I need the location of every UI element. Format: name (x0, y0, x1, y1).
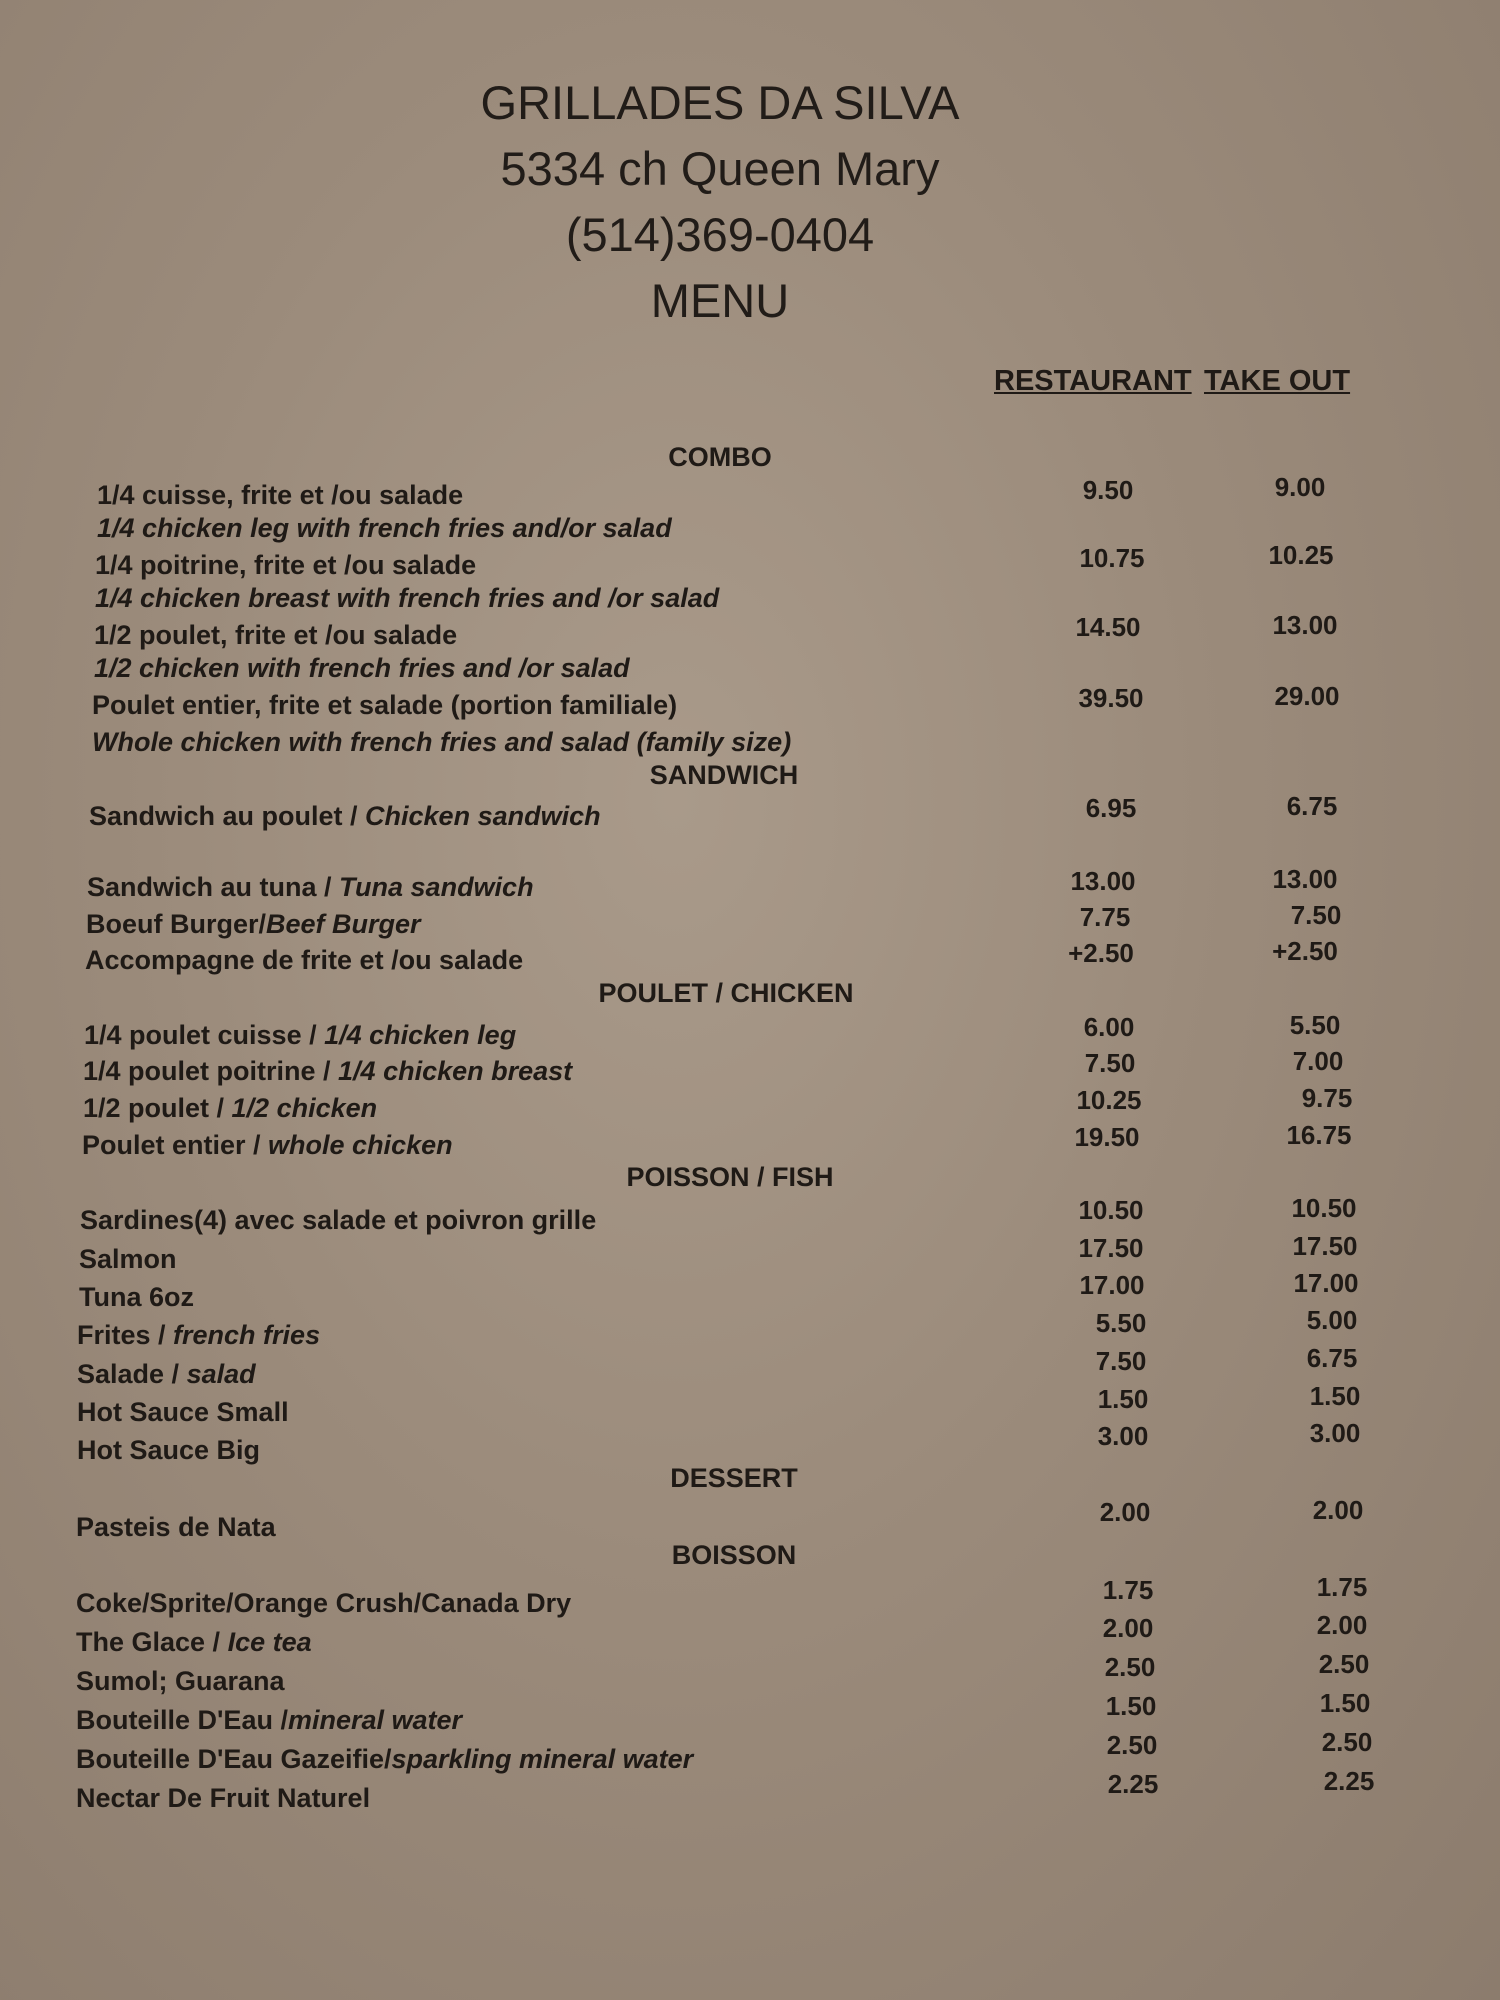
price-takeout: 17.50 (1292, 1231, 1358, 1261)
price-takeout: 10.25 (1268, 540, 1334, 570)
sandwich-item: Sandwich au tuna / Tuna sandwich (87, 872, 534, 902)
combo-item-en: 1/4 chicken breast with french fries and /or salad (95, 583, 720, 613)
price-restaurant: 17.50 (1078, 1233, 1144, 1263)
chicken-item: 1/4 poulet poitrine / 1/4 chicken breast (83, 1056, 573, 1086)
price-takeout: 2.50 (1318, 1649, 1370, 1679)
combo-item-fr: 1/4 poitrine, frite et /ou salade (95, 550, 477, 580)
price-takeout: 29.00 (1274, 681, 1340, 711)
boisson-item: Sumol; Guarana (76, 1666, 285, 1696)
section-title-chicken: POULET / CHICKEN (598, 978, 854, 1008)
price-restaurant: 6.00 (1083, 1012, 1135, 1042)
fish-item: Salade / salad (77, 1359, 256, 1389)
price-takeout: 3.00 (1309, 1418, 1361, 1448)
price-takeout: 2.50 (1321, 1727, 1373, 1757)
price-restaurant: 2.50 (1106, 1730, 1158, 1760)
price-takeout: 6.75 (1306, 1343, 1358, 1373)
price-restaurant: 3.00 (1097, 1421, 1149, 1451)
section-title-sandwich: SANDWICH (649, 760, 799, 790)
price-restaurant: 19.50 (1074, 1122, 1140, 1152)
menu-title: MENU (650, 274, 790, 327)
price-takeout: 9.00 (1274, 472, 1326, 502)
price-restaurant: 17.00 (1079, 1270, 1145, 1300)
price-takeout: 1.50 (1319, 1688, 1371, 1718)
price-takeout: 6.75 (1286, 791, 1338, 821)
price-restaurant: 10.50 (1078, 1195, 1144, 1225)
fish-item: Tuna 6oz (79, 1282, 195, 1312)
price-takeout: 16.75 (1286, 1120, 1352, 1150)
price-takeout: 2.00 (1312, 1495, 1364, 1525)
price-restaurant: 10.25 (1076, 1085, 1142, 1115)
price-restaurant: 1.75 (1102, 1575, 1154, 1605)
price-restaurant: 2.50 (1104, 1652, 1156, 1682)
price-takeout: 13.00 (1272, 610, 1338, 640)
chicken-item: Poulet entier / whole chicken (82, 1130, 453, 1160)
price-restaurant: 5.50 (1095, 1308, 1147, 1338)
price-restaurant: 7.50 (1084, 1048, 1136, 1078)
price-restaurant: 10.75 (1079, 543, 1145, 573)
boisson-item: Bouteille D'Eau /mineral water (76, 1705, 463, 1735)
price-restaurant: 6.95 (1085, 793, 1137, 823)
sandwich-item: Accompagne de frite et /ou salade (85, 945, 524, 975)
menu-header (0, 70, 1440, 334)
combo-item-fr: Poulet entier, frite et salade (portion familiale) (92, 690, 678, 720)
price-restaurant: 13.00 (1070, 866, 1136, 896)
fish-item: Frites / french fries (77, 1320, 321, 1350)
price-takeout: 7.00 (1292, 1046, 1344, 1076)
price-takeout: 5.00 (1306, 1305, 1358, 1335)
price-takeout: +2.50 (1272, 936, 1338, 966)
price-takeout: 1.75 (1316, 1572, 1368, 1602)
chicken-item: 1/4 poulet cuisse / 1/4 chicken leg (84, 1020, 517, 1050)
price-takeout: 7.50 (1290, 900, 1342, 930)
restaurant-phone: (514)369-0404 (565, 208, 875, 261)
combo-item-en: Whole chicken with french fries and salad (family size) (92, 727, 792, 757)
section-title-boisson: BOISSON (671, 1540, 797, 1570)
price-restaurant: 9.50 (1082, 475, 1134, 505)
section-title-dessert: DESSERT (670, 1463, 798, 1493)
price-restaurant: +2.50 (1068, 938, 1134, 968)
price-takeout: 5.50 (1289, 1010, 1341, 1040)
fish-item: Hot Sauce Big (77, 1435, 261, 1465)
fish-item: Hot Sauce Small (77, 1397, 289, 1427)
fish-item: Sardines(4) avec salade et poivron grille (80, 1205, 597, 1235)
restaurant-name: GRILLADES DA SILVA (480, 76, 960, 129)
boisson-item: Coke/Sprite/Orange Crush/Canada Dry (76, 1588, 572, 1618)
combo-item-fr: 1/4 cuisse, frite et /ou salade (97, 480, 464, 510)
column-header-restaurant: RESTAURANT (994, 365, 1192, 397)
price-restaurant: 39.50 (1078, 683, 1144, 713)
price-restaurant: 14.50 (1075, 612, 1141, 642)
boisson-item: Nectar De Fruit Naturel (76, 1783, 371, 1813)
price-takeout: 2.25 (1323, 1766, 1375, 1796)
boisson-item: Bouteille D'Eau Gazeifie/sparkling mineral water (76, 1744, 694, 1774)
price-takeout: 2.00 (1316, 1610, 1368, 1640)
sandwich-item: Sandwich au poulet / Chicken sandwich (89, 801, 601, 831)
price-restaurant: 7.75 (1079, 902, 1131, 932)
fish-item: Salmon (79, 1244, 177, 1274)
price-takeout: 1.50 (1309, 1381, 1361, 1411)
price-restaurant: 2.00 (1099, 1497, 1151, 1527)
boisson-item: The Glace / Ice tea (76, 1627, 312, 1657)
price-restaurant: 1.50 (1097, 1384, 1149, 1414)
price-takeout: 13.00 (1272, 864, 1338, 894)
combo-item-en: 1/4 chicken leg with french fries and/or salad (97, 513, 672, 543)
price-restaurant: 7.50 (1095, 1346, 1147, 1376)
section-title-combo: COMBO (668, 442, 772, 472)
price-takeout: 17.00 (1293, 1268, 1359, 1298)
chicken-item: 1/2 poulet / 1/2 chicken (83, 1093, 378, 1123)
combo-item-fr: 1/2 poulet, frite et /ou salade (94, 620, 458, 650)
price-restaurant: 2.00 (1102, 1613, 1154, 1643)
restaurant-address: 5334 ch Queen Mary (500, 142, 940, 195)
dessert-item: Pasteis de Nata (76, 1512, 276, 1542)
price-restaurant: 2.25 (1107, 1769, 1159, 1799)
column-header-takeout: TAKE OUT (1204, 365, 1351, 397)
combo-item-en: 1/2 chicken with french fries and /or salad (94, 653, 630, 683)
section-title-fish: POISSON / FISH (626, 1162, 834, 1192)
sandwich-item: Boeuf Burger/Beef Burger (86, 909, 421, 939)
price-takeout: 10.50 (1291, 1193, 1357, 1223)
price-takeout: 9.75 (1301, 1083, 1353, 1113)
price-restaurant: 1.50 (1105, 1691, 1157, 1721)
